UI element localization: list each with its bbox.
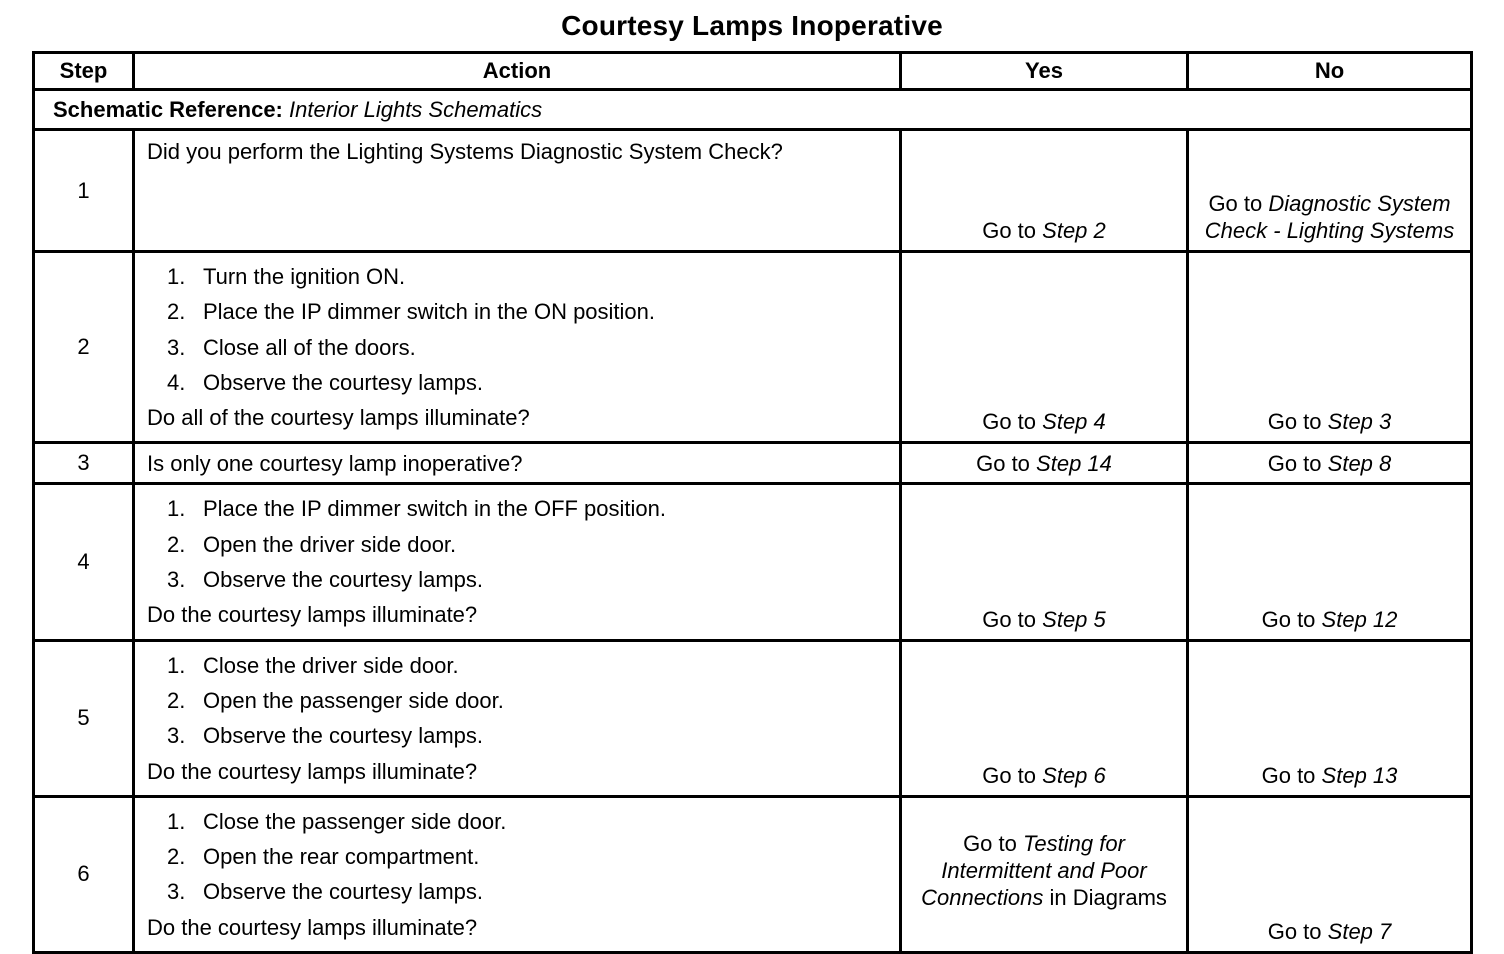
no-cell: Go to Step 8 [1188, 443, 1472, 484]
action-steps [147, 648, 889, 754]
schematic-reference-link[interactable]: Interior Lights Schematics [289, 96, 543, 122]
schematic-reference-label: Schematic Reference: [53, 96, 283, 122]
action-step: 1. Close the driver side door. [167, 652, 459, 678]
table-row [34, 640, 1472, 796]
action-cell [134, 640, 901, 796]
action-cell [134, 484, 901, 640]
yes-cell: Go to Step 2 [901, 130, 1188, 252]
action-step: 4. Observe the courtesy lamps. [167, 369, 484, 395]
yes-link[interactable]: Step 2 [1042, 218, 1106, 243]
action-step: 2. Place the IP dimmer switch in the ON position. [167, 299, 656, 325]
step-number: 6 [34, 796, 134, 952]
yes-cell: Go to Step 4 [901, 252, 1188, 443]
action-step: 2. Open the driver side door. [167, 531, 457, 557]
table-row [34, 443, 1472, 484]
no-link[interactable]: Step 12 [1321, 606, 1398, 632]
no-link[interactable]: Step 8 [1327, 450, 1392, 476]
no-cell: Go to Step 13 [1188, 640, 1472, 796]
action-steps [147, 491, 889, 597]
no-cell: Go to Diagnostic System Check - Lighting Systems [1188, 130, 1472, 252]
action-question: Do all of the courtesy lamps illuminate? [147, 405, 530, 431]
header-yes: Yes [901, 53, 1188, 90]
action-step: 1. Turn the ignition ON. [167, 264, 406, 289]
schematic-reference-row [34, 90, 1472, 130]
yes-link[interactable]: Step 14 [1036, 450, 1112, 476]
yes-cell: Go to Step 6 [901, 640, 1188, 796]
step-number: 5 [34, 640, 134, 796]
no-link[interactable]: Step 13 [1321, 762, 1398, 788]
action-step: 3. Observe the courtesy lamps. [167, 723, 484, 749]
no-link[interactable]: Step 7 [1327, 919, 1392, 945]
yes-cell: Go to Testing for Intermittent and Poor Connections in Diagrams [901, 796, 1188, 952]
yes-link[interactable]: Step 5 [1042, 606, 1106, 632]
step-number: 4 [34, 484, 134, 640]
action-cell [134, 130, 901, 252]
no-cell: Go to Step 7 [1188, 796, 1472, 952]
action-step: 1. Place the IP dimmer switch in the OFF position. [167, 496, 666, 522]
no-link[interactable]: Diagnostic System Check - Lighting Systems [1204, 191, 1455, 243]
action-question: Did you perform the Lighting Systems Diagnostic System Check? [147, 139, 783, 164]
table-row [34, 252, 1472, 443]
yes-link[interactable]: Step 6 [1042, 762, 1106, 788]
action-cell [134, 796, 901, 952]
action-steps [147, 804, 889, 910]
page-title: Courtesy Lamps Inoperative [561, 10, 943, 41]
yes-cell: Go to Step 14 [901, 443, 1188, 484]
no-link[interactable]: Step 3 [1327, 409, 1392, 435]
action-step: 2. Open the passenger side door. [167, 687, 504, 713]
no-cell: Go to Step 12 [1188, 484, 1472, 640]
action-step: 3. Observe the courtesy lamps. [167, 567, 484, 593]
yes-link[interactable]: Testing for Intermittent and Poor Connections [921, 830, 1147, 910]
header-no: No [1188, 53, 1472, 90]
table-row [34, 130, 1472, 252]
step-number: 3 [34, 443, 134, 484]
schematic-reference [34, 90, 1472, 130]
no-cell: Go to Step 3 [1188, 252, 1472, 443]
step-number: 2 [34, 252, 134, 443]
yes-cell: Go to Step 5 [901, 484, 1188, 640]
action-step: 2. Open the rear compartment. [167, 844, 480, 870]
action-cell [134, 443, 901, 484]
header-action: Action [134, 53, 901, 90]
header-row [34, 53, 1472, 90]
action-question: Is only one courtesy lamp inoperative? [147, 450, 523, 476]
diagnostic-table [32, 51, 1473, 954]
action-question: Do the courtesy lamps illuminate? [147, 758, 478, 784]
action-steps [147, 259, 889, 400]
action-question: Do the courtesy lamps illuminate? [147, 914, 478, 940]
action-step: 3. Observe the courtesy lamps. [167, 879, 484, 905]
yes-link[interactable]: Step 4 [1042, 409, 1106, 435]
step-number: 1 [34, 130, 134, 252]
header-step: Step [34, 53, 134, 90]
action-cell [134, 252, 901, 443]
table-row [34, 796, 1472, 952]
action-step: 1. Close the passenger side door. [167, 808, 507, 834]
action-question: Do the courtesy lamps illuminate? [147, 602, 478, 628]
action-step: 3. Close all of the doors. [167, 334, 416, 360]
table-row [34, 484, 1472, 640]
